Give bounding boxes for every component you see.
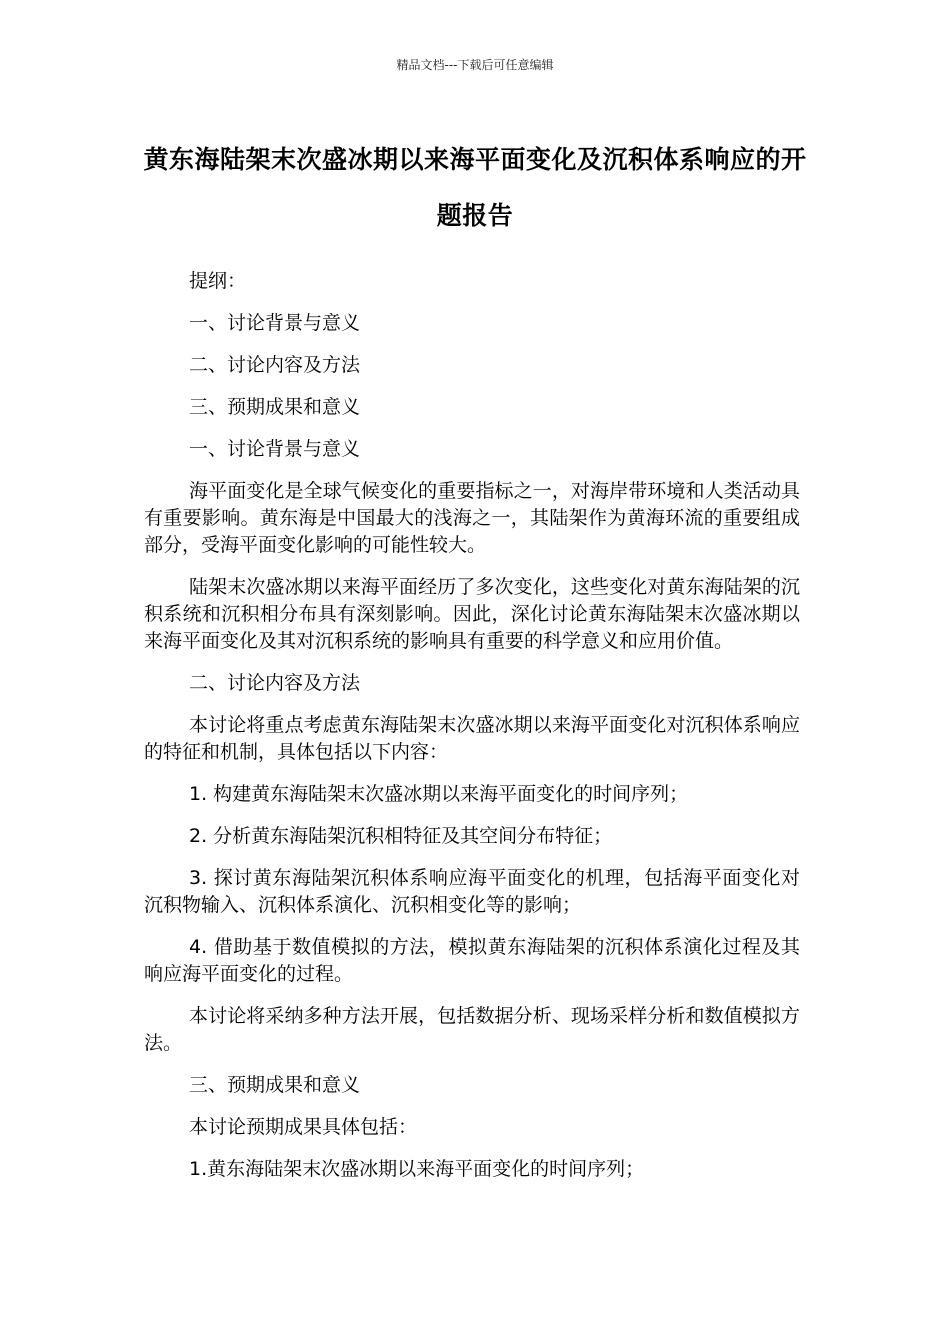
header-note: 精品文档---下载后可任意编辑 — [396, 58, 554, 72]
outline-item: 二、讨论内容及方法 — [189, 354, 361, 376]
outline-item: 一、讨论背景与意义 — [189, 312, 361, 334]
list-item: 3. 探讨黄东海陆架沉积体系响应海平面变化的机理，包括海平面变化对沉积物输入、沉积体系演化、沉积相变化等的影响； — [144, 867, 800, 916]
outline-item: 三、预期成果和意义 — [189, 396, 361, 418]
section-heading: 三、预期成果和意义 — [189, 1074, 361, 1096]
list-item: 1. 构建黄东海陆架末次盛冰期以来海平面变化的时间序列； — [189, 783, 689, 805]
section-heading: 二、讨论内容及方法 — [189, 672, 361, 694]
outline-label: 提纲： — [189, 270, 247, 292]
document-body — [144, 268, 800, 1198]
page-title: 黄东海陆架末次盛冰期以来海平面变化及沉积体系响应的开题报告 — [143, 145, 807, 230]
paragraph: 本讨论将采纳多种方法开展，包括数据分析、现场采样分析和数值模拟方法。 — [144, 1005, 800, 1054]
paragraph: 本讨论将重点考虑黄东海陆架末次盛冰期以来海平面变化对沉积体系响应的特征和机制，具体包括以下内容： — [144, 714, 800, 763]
paragraph: 本讨论预期成果具体包括： — [189, 1116, 418, 1138]
list-item: 2. 分析黄东海陆架沉积相特征及其空间分布特征； — [189, 825, 613, 847]
paragraph: 陆架末次盛冰期以来海平面经历了多次变化，这些变化对黄东海陆架的沉积系统和沉积相分布具有深刻影响。因此，深化讨论黄东海陆架末次盛冰期以来海平面变化及其对沉积系统的影响具有重要的科学意义和应用价值。 — [144, 576, 800, 652]
paragraph: 海平面变化是全球气候变化的重要指标之一，对海岸带环境和人类活动具有重要影响。黄东海是中国最大的浅海之一，其陆架作为黄海环流的重要组成部分，受海平面变化影响的可能性较大。 — [144, 480, 800, 556]
list-item: 4. 借助基于数值模拟的方法，模拟黄东海陆架的沉积体系演化过程及其响应海平面变化的过程。 — [144, 936, 800, 985]
list-item: 1.黄东海陆架末次盛冰期以来海平面变化的时间序列； — [189, 1158, 645, 1180]
section-heading: 一、讨论背景与意义 — [189, 438, 361, 460]
